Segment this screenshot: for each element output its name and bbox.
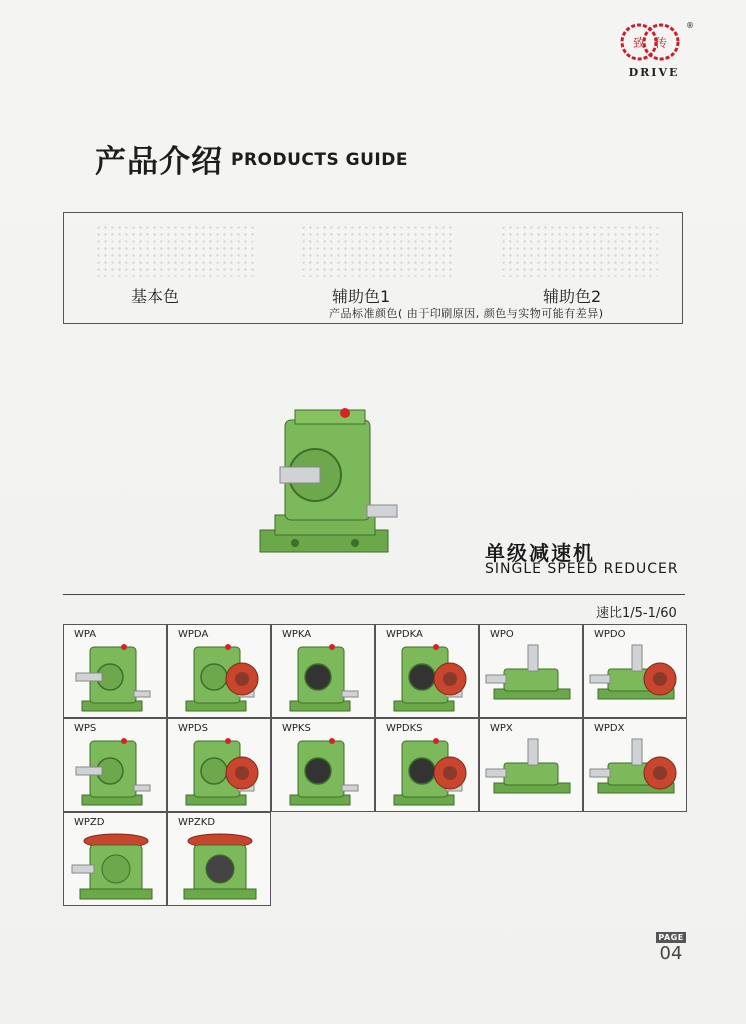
model-cell-wps <box>63 718 167 812</box>
model-cell-wpdks <box>375 718 479 812</box>
speed-ratio: 速比1/5-1/60 <box>596 606 677 621</box>
model-cell-wpks <box>271 718 375 812</box>
model-label: WPDA <box>178 629 209 640</box>
model-label: WPX <box>490 723 513 734</box>
model-cell-wpds <box>167 718 271 812</box>
model-cell-wpdo <box>583 624 687 718</box>
reducer-image <box>168 827 270 905</box>
model-label: WPDX <box>594 723 625 734</box>
product-title-en: SINGLE SPEED REDUCER <box>485 561 679 577</box>
model-label: WPS <box>74 723 97 734</box>
logo-cn-left: 致 <box>632 36 646 50</box>
reducer-image <box>168 733 270 811</box>
page-tag: PAGE <box>656 932 686 943</box>
model-cell-wpx <box>479 718 583 812</box>
model-cell-wpdka <box>375 624 479 718</box>
model-cell-wpka <box>271 624 375 718</box>
model-label: WPZKD <box>178 817 216 828</box>
reducer-image <box>584 733 686 811</box>
model-label: WPDO <box>594 629 626 640</box>
page-number <box>656 932 686 965</box>
color-note: 产品标准颜色( 由于印刷原因, 颜色与实物可能有差异) <box>329 307 604 320</box>
reducer-image <box>376 639 478 717</box>
model-label: WPZD <box>74 817 105 828</box>
model-cell-wpo <box>479 624 583 718</box>
main-reducer-image <box>255 405 405 570</box>
reducer-image <box>480 733 582 811</box>
reducer-image <box>64 733 166 811</box>
swatch-label-aux2: 辅助色2 <box>543 287 602 306</box>
model-label: WPDKA <box>386 629 423 640</box>
model-label: WPA <box>74 629 97 640</box>
page-title: 产品介绍 <box>95 144 223 180</box>
reducer-image <box>376 733 478 811</box>
model-cell-wpzkd <box>167 812 271 906</box>
swatch-label-aux1: 辅助色1 <box>332 287 391 306</box>
model-cell-wpda <box>167 624 271 718</box>
model-label: WPKS <box>282 723 311 734</box>
divider <box>63 594 685 595</box>
product-title: 单级减速机 <box>485 541 595 565</box>
reducer-image <box>168 639 270 717</box>
reducer-image <box>480 639 582 717</box>
model-cell-wpdx <box>583 718 687 812</box>
model-label: WPDKS <box>386 723 423 734</box>
reducer-image <box>64 639 166 717</box>
color-swatch-base <box>95 224 255 277</box>
model-cell-wpzd <box>63 812 167 906</box>
model-cell-wpa <box>63 624 167 718</box>
swatch-label-base: 基本色 <box>131 287 180 306</box>
model-label: WPDS <box>178 723 208 734</box>
model-label: WPKA <box>282 629 312 640</box>
color-swatch-aux2 <box>500 224 658 277</box>
page-number-value: 04 <box>659 943 683 964</box>
logo-cn-right: 传 <box>654 36 668 50</box>
reducer-image <box>272 639 374 717</box>
registered-mark: ® <box>686 21 694 30</box>
color-swatch-aux1 <box>300 224 456 277</box>
reducer-image <box>584 639 686 717</box>
reducer-image <box>64 827 166 905</box>
color-panel <box>63 212 683 324</box>
page-title-en: PRODUCTS GUIDE <box>231 150 408 170</box>
logo-text: DRIVE <box>628 66 680 79</box>
model-label: WPO <box>490 629 514 640</box>
reducer-image <box>272 733 374 811</box>
